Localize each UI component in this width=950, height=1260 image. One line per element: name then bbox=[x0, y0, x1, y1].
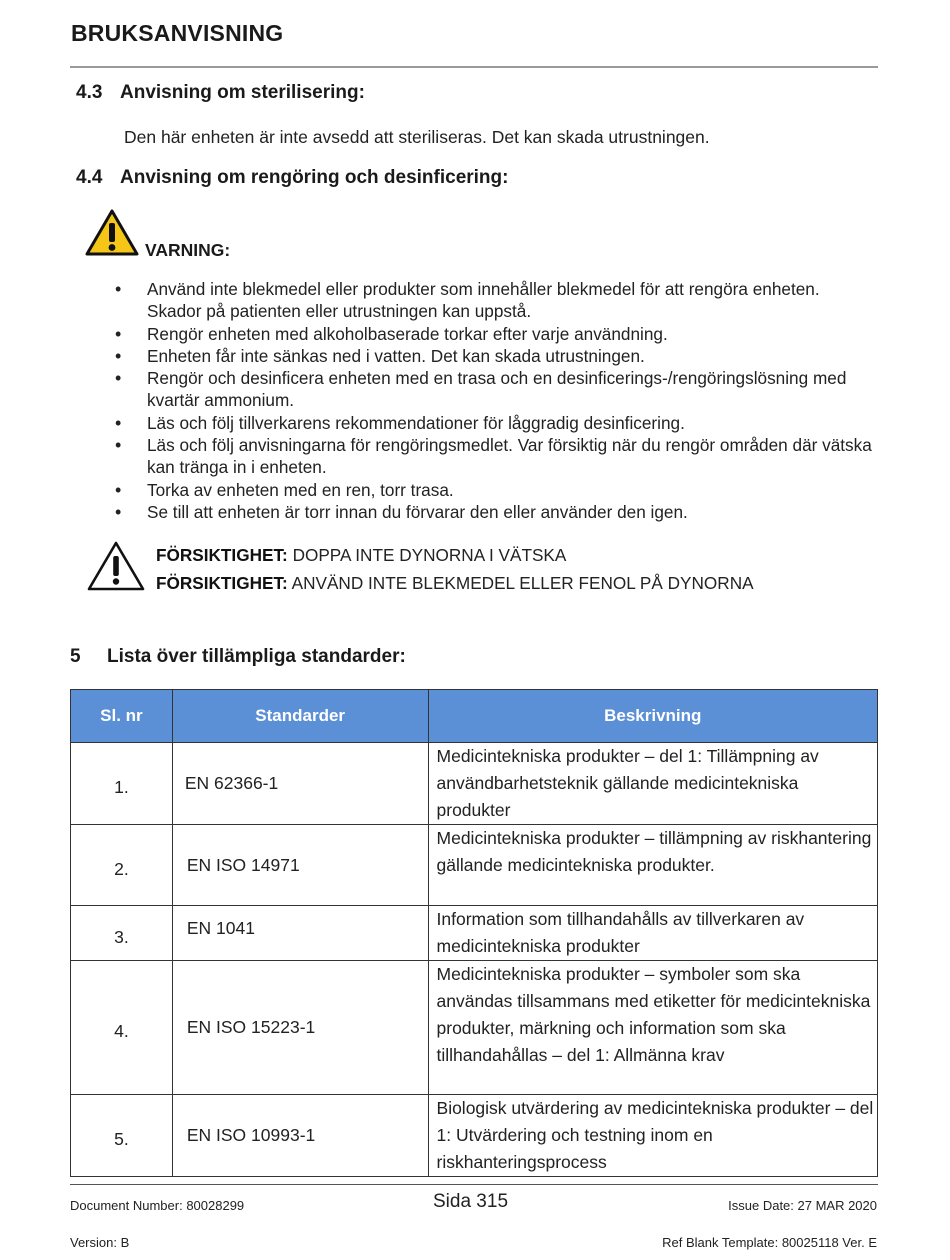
caution-icon bbox=[86, 540, 146, 592]
row-number: 4. bbox=[71, 961, 173, 1095]
row-number: 3. bbox=[71, 906, 173, 961]
column-header-description: Beskrivning bbox=[428, 690, 877, 743]
caution-line-1 bbox=[156, 545, 566, 566]
warning-label: VARNING: bbox=[145, 240, 231, 260]
row-number: 2. bbox=[71, 825, 173, 906]
caution-line-2 bbox=[156, 573, 754, 594]
list-item: • Läs och följ tillverkarens rekommendationer för låggradig desinficering. bbox=[115, 412, 875, 434]
caution-text: ANVÄND INTE BLEKMEDEL ELLER FENOL PÅ DYNORNA bbox=[291, 573, 754, 593]
row-number: 5. bbox=[71, 1095, 173, 1177]
row-standard: EN 62366-1 bbox=[172, 743, 428, 825]
caution-label: FÖRSIKTIGHET: bbox=[156, 573, 288, 593]
list-item: • Enheten får inte sänkas ned i vatten. Det kan skada utrustningen. bbox=[115, 345, 875, 367]
section-4-3-number: 4.3 bbox=[76, 82, 103, 103]
row-description: Medicintekniska produkter – symboler som ska användas tillsammans med etiketter för medicintekniska produkter, märkning och information som ska tillhandahållas – del 1: Allmänna krav bbox=[428, 961, 877, 1095]
cleaning-instructions-list bbox=[115, 278, 875, 523]
table-row bbox=[71, 743, 878, 825]
list-item: • Använd inte blekmedel eller produkter som innehåller blekmedel för att rengöra enheten. Skador på patienten eller utrustningen kan uppstå. bbox=[115, 278, 875, 323]
list-item: • Se till att enheten är torr innan du förvarar den eller använder den igen. bbox=[115, 501, 875, 523]
warning-icon bbox=[84, 208, 140, 258]
row-description: Medicintekniska produkter – tillämpning av riskhantering gällande medicintekniska produkter. bbox=[428, 825, 877, 906]
section-4-4-number: 4.4 bbox=[76, 167, 103, 188]
table-row bbox=[71, 1095, 878, 1177]
row-description: Biologisk utvärdering av medicintekniska produkter – del 1: Utvärdering och testning inom en riskhanteringsprocess bbox=[428, 1095, 877, 1177]
row-standard: EN 1041 bbox=[172, 906, 428, 961]
section-4-4-heading bbox=[76, 167, 508, 189]
document-header-title: BRUKSANVISNING bbox=[71, 20, 284, 46]
caution-label: FÖRSIKTIGHET: bbox=[156, 545, 288, 565]
list-item: • Rengör enheten med alkoholbaserade torkar efter varje användning. bbox=[115, 323, 875, 345]
template-reference: Ref Blank Template: 80025118 Ver. E bbox=[662, 1235, 877, 1250]
section-5-heading bbox=[70, 646, 406, 668]
page-number: Sida 315 bbox=[433, 1191, 509, 1212]
table-header-row bbox=[71, 690, 878, 743]
section-5-title: Lista över tillämpliga standarder: bbox=[107, 646, 406, 667]
row-standard: EN ISO 10993-1 bbox=[172, 1095, 428, 1177]
table-row bbox=[71, 906, 878, 961]
row-number: 1. bbox=[71, 743, 173, 825]
table-row bbox=[71, 825, 878, 906]
column-header-standard: Standarder bbox=[172, 690, 428, 743]
row-standard: EN ISO 15223-1 bbox=[172, 961, 428, 1095]
table-row bbox=[71, 961, 878, 1095]
section-5-number: 5 bbox=[70, 646, 81, 667]
section-4-3-heading bbox=[76, 82, 365, 104]
list-item: • Rengör och desinficera enheten med en trasa och en desinficerings-/rengöringslösning med kvartär ammonium. bbox=[115, 367, 875, 412]
row-description: Medicintekniska produkter – del 1: Tillämpning av användbarhetsteknik gällande medicintekniska produkter bbox=[428, 743, 877, 825]
caution-text: DOPPA INTE DYNORNA I VÄTSKA bbox=[292, 545, 567, 565]
list-item: • Läs och följ anvisningarna för rengöringsmedlet. Var försiktig när du rengör områden där vätska kan tränga in i enheten. bbox=[115, 434, 875, 479]
section-4-4-title: Anvisning om rengöring och desinficering: bbox=[120, 167, 509, 188]
row-standard: EN ISO 14971 bbox=[172, 825, 428, 906]
section-4-3-title: Anvisning om sterilisering: bbox=[120, 82, 365, 103]
standards-table bbox=[70, 689, 878, 1177]
list-item: • Torka av enheten med en ren, torr trasa. bbox=[115, 479, 875, 501]
version: Version: B bbox=[70, 1235, 130, 1250]
column-header-nr: Sl. nr bbox=[71, 690, 173, 743]
sterilization-text: Den här enheten är inte avsedd att steriliseras. Det kan skada utrustningen. bbox=[124, 127, 710, 147]
footer-divider bbox=[70, 1184, 878, 1185]
row-description: Information som tillhandahålls av tillverkaren av medicintekniska produkter bbox=[428, 906, 877, 961]
issue-date: Issue Date: 27 MAR 2020 bbox=[728, 1198, 877, 1213]
document-number: Document Number: 80028299 bbox=[70, 1198, 245, 1213]
header-divider bbox=[70, 66, 878, 68]
